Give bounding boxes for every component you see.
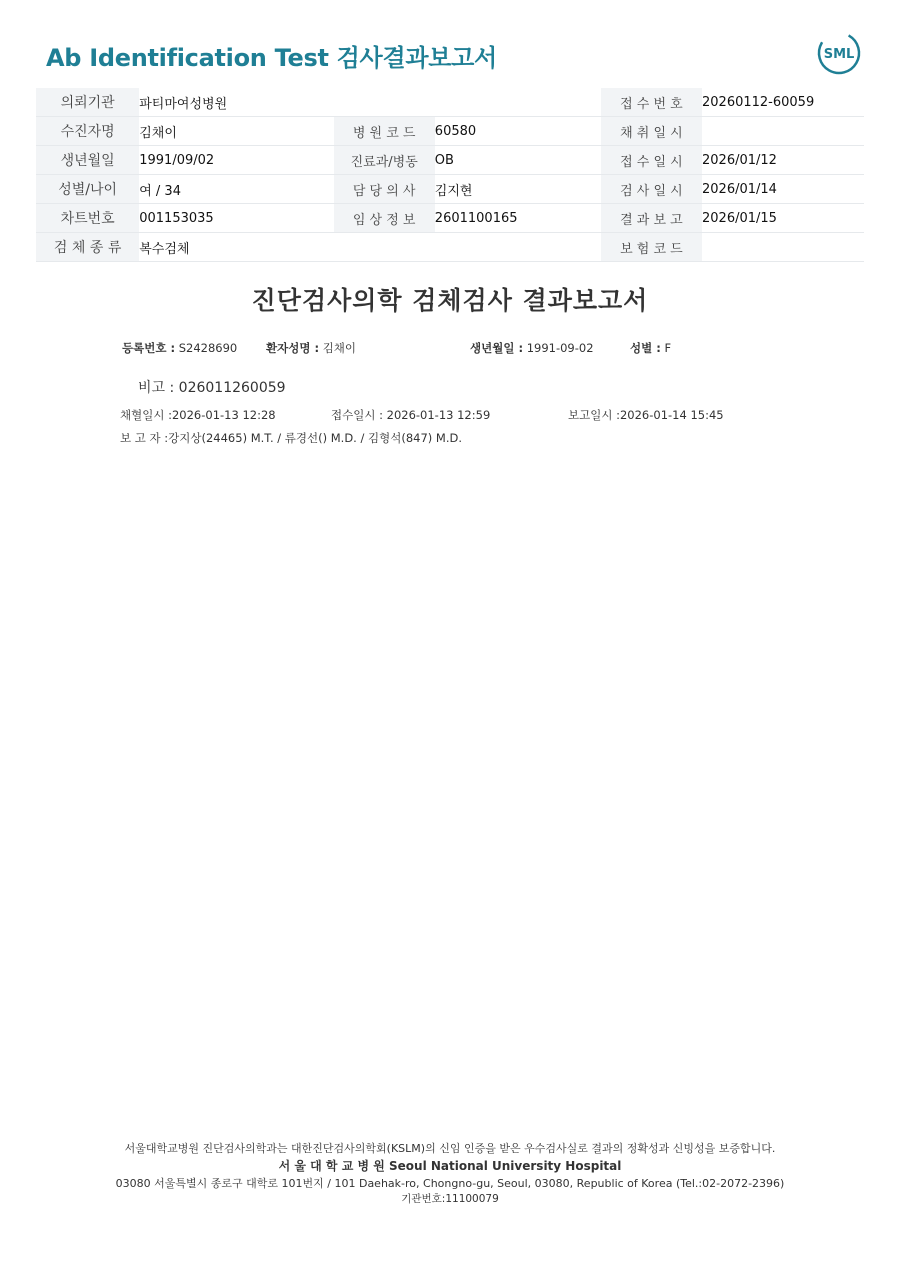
dob-label: 생년월일 — [36, 146, 139, 175]
info-row — [36, 146, 864, 175]
collect-date-value — [702, 117, 864, 146]
collect-label: 채혈일시 : — [120, 408, 172, 422]
test-date-value: 2026/01/14 — [702, 175, 864, 204]
name-field — [266, 340, 356, 356]
dept-label: 진료과/병동 — [334, 146, 435, 175]
dob-report-value: 1991-09-02 — [526, 341, 594, 355]
report-date-label: 결 과 보 고 — [601, 204, 702, 233]
logo-text: SML — [823, 47, 855, 62]
insurance-label: 보 험 코 드 — [601, 233, 702, 262]
hospital-code-label: 병 원 코 드 — [334, 117, 435, 146]
collect-value: 2026-01-13 12:28 — [171, 408, 276, 422]
reg-no-label: 등록번호 : — [122, 341, 176, 355]
receipt-date-value: 2026/01/12 — [702, 146, 864, 175]
collect-field — [120, 407, 276, 423]
clinical-label: 임 상 정 보 — [334, 204, 435, 233]
receipt-label: 접수일시 : — [331, 408, 383, 422]
doctor-label: 담 당 의 사 — [334, 175, 435, 204]
footer-institution-no: 기관번호:11100079 — [401, 1193, 499, 1205]
footer-address: 03080 서울특별시 종로구 대학로 101번지 / 101 Daehak-ro, Chongno-gu, Seoul, 03080, Republic of Korea (Tel.:02-2072-2396) — [115, 1177, 785, 1190]
patient-label: 수진자명 — [36, 117, 139, 146]
receipt-date-label: 접 수 일 시 — [601, 146, 702, 175]
page-title: Ab Identification Test 검사결과보고서 — [46, 44, 497, 72]
report-date-field — [568, 407, 724, 423]
info-row — [36, 117, 864, 146]
clinical-value: 2601100165 — [435, 204, 587, 233]
info-row — [36, 204, 864, 233]
receipt-no-label: 접 수 번 호 — [601, 88, 702, 117]
sex-label: 성별 : — [630, 341, 661, 355]
receipt-no-value: 20260112-60059 — [702, 88, 864, 117]
sex-age-label: 성별/나이 — [36, 175, 139, 204]
info-row — [36, 175, 864, 204]
note-text: 비고 : 026011260059 — [138, 380, 286, 396]
receipt-field — [331, 407, 490, 423]
report-label: 보고일시 : — [568, 408, 620, 422]
receipt-value: 2026-01-13 12:59 — [386, 408, 491, 422]
sex-field — [630, 340, 671, 356]
sex-age-value: 여 / 34 — [139, 175, 333, 204]
collect-date-label: 채 취 일 시 — [601, 117, 702, 146]
reporter-label: 보 고 자 : — [120, 431, 169, 445]
dob-field — [470, 340, 594, 356]
reg-no-value: S2428690 — [178, 341, 238, 355]
footer-certification: 서울대학교병원 진단검사의학과는 대한진단검사의학회(KSLM)의 신임 인증을 받은 우수검사실로 결과의 정확성과 신빙성을 보증합니다. — [124, 1142, 776, 1155]
reg-no-field — [122, 340, 237, 356]
doctor-value: 김지현 — [435, 175, 587, 204]
name-label: 환자성명 : — [266, 341, 320, 355]
footer-hospital-name: 서 울 대 학 교 병 원 Seoul National University Hospital — [278, 1159, 622, 1173]
insurance-value — [702, 233, 864, 262]
report-date-value: 2026/01/15 — [702, 204, 864, 233]
sex-value: F — [664, 341, 672, 355]
dob-value: 1991/09/02 — [139, 146, 333, 175]
test-date-label: 검 사 일 시 — [601, 175, 702, 204]
specimen-label: 검 체 종 류 — [36, 233, 139, 262]
institution-label: 의뢰기관 — [36, 88, 139, 117]
patient-value: 김채이 — [139, 117, 333, 146]
chart-no-label: 차트번호 — [36, 204, 139, 233]
dept-value: OB — [435, 146, 587, 175]
sml-logo — [816, 30, 862, 76]
chart-no-value: 001153035 — [139, 204, 333, 233]
dob-report-label: 생년월일 : — [470, 341, 524, 355]
specimen-value: 복수검체 — [139, 233, 586, 262]
institution-value: 파티마여성병원 — [139, 88, 586, 117]
info-row — [36, 233, 864, 262]
reporter-value: 강지상(24465) M.T. / 류경선() M.D. / 김형석(847) M.D. — [168, 431, 463, 445]
report-title: 진단검사의학 검체검사 결과보고서 — [251, 286, 649, 315]
name-value: 김채이 — [322, 341, 357, 355]
reporter-field — [120, 430, 462, 446]
hospital-code-value: 60580 — [435, 117, 587, 146]
info-row — [36, 88, 864, 117]
patient-info-table — [36, 88, 864, 262]
report-value: 2026-01-14 15:45 — [619, 408, 724, 422]
